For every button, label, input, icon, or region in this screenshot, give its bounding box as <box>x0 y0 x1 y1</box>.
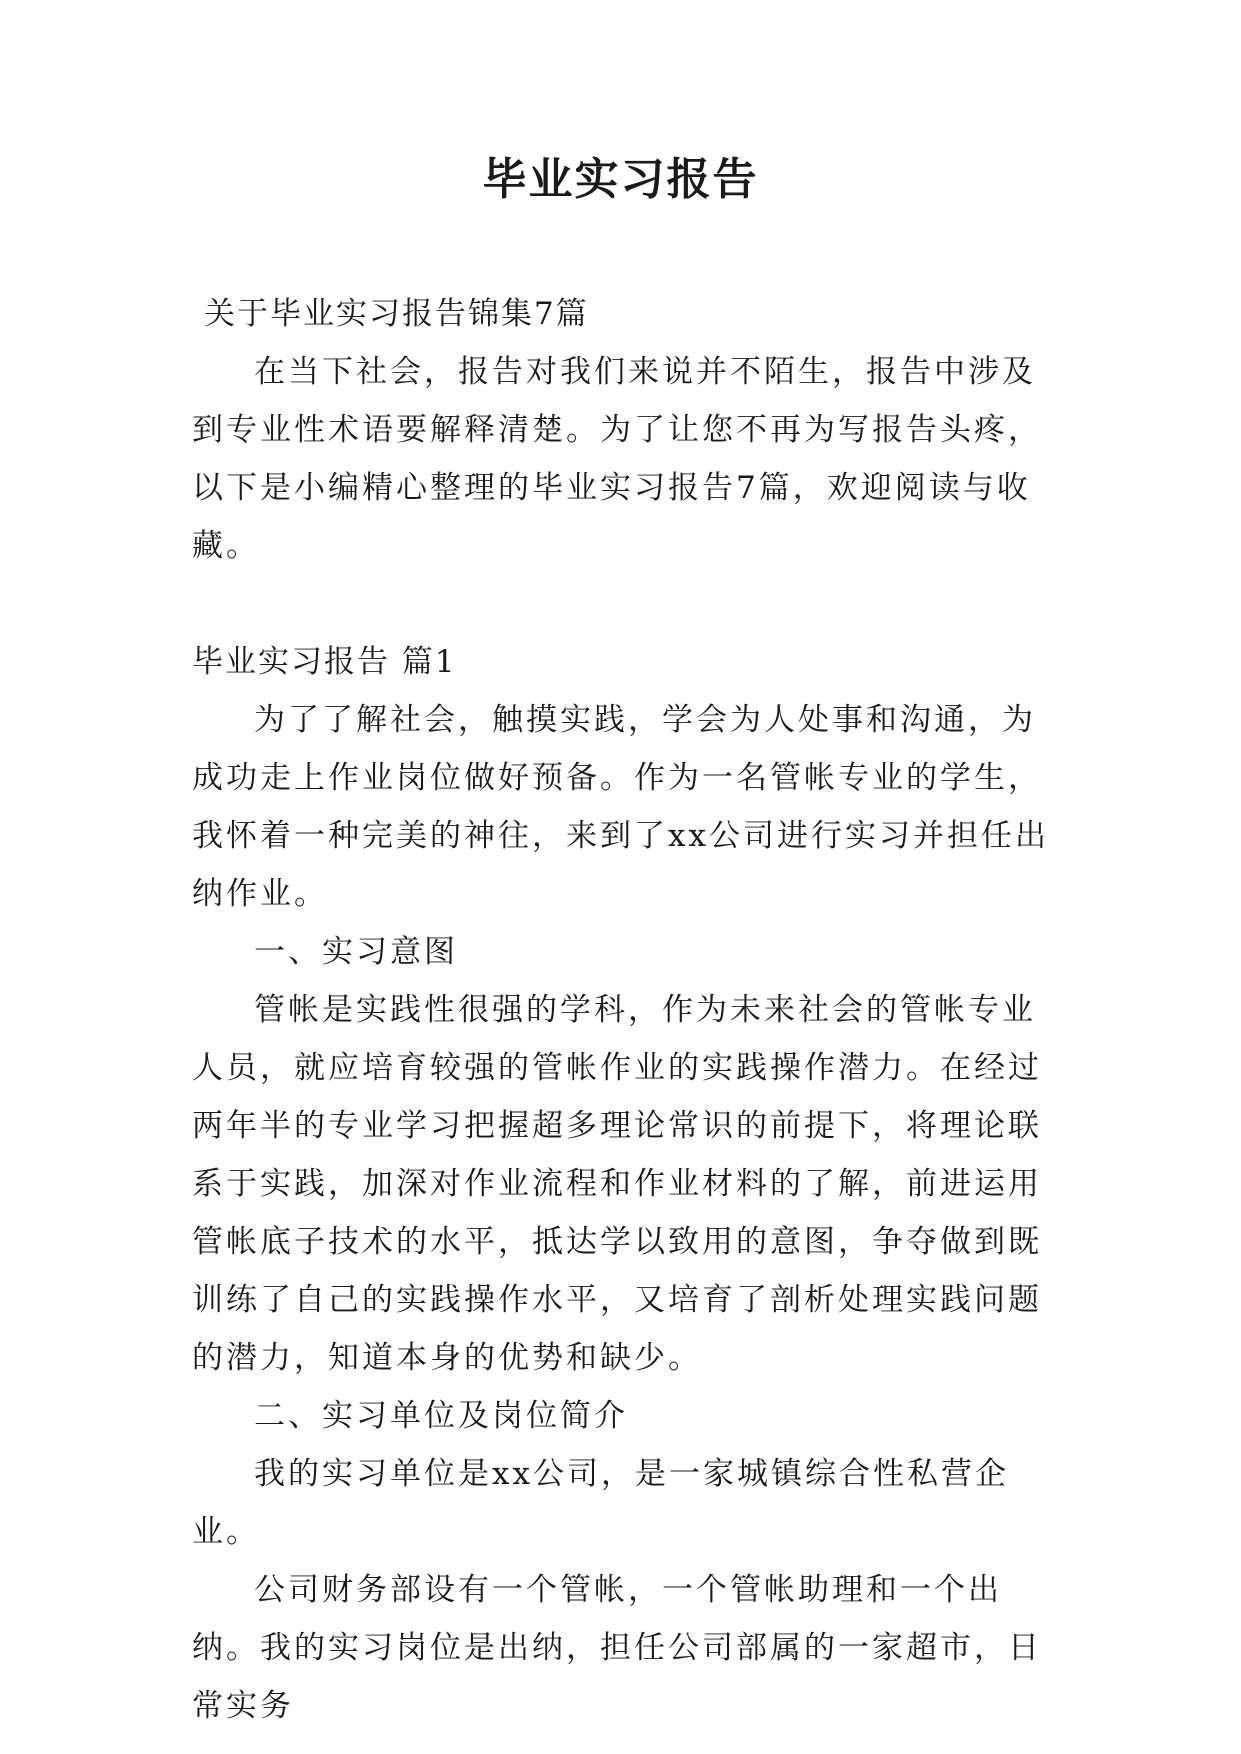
document-title: 毕业实习报告 <box>482 154 759 205</box>
intro-paragraph: 在当下社会，报告对我们来说并不陌生，报告中涉及到专业性术语要解释清楚。为了让您不再为写报告头疼，以下是小编精心整理的毕业实习报告7篇，欢迎阅读与收藏。 <box>192 354 1042 564</box>
body-paragraph: 公司财务部设有一个管帐，一个管帐助理和一个出纳。我的实习岗位是出纳，担任公司部属的一家超市，日常实务 <box>192 1572 1042 1724</box>
document-subtitle: 关于毕业实习报告锦集7篇 <box>204 296 589 332</box>
body-paragraph: 我的实习单位是xx公司，是一家城镇综合性私营企业。 <box>192 1456 1009 1550</box>
body-paragraph: 为了了解社会，触摸实践，学会为人处事和沟通，为成功走上作业岗位做好预备。作为一名管帐专业的学生，我怀着一种完美的神往，来到了xx公司进行实习并担任出纳作业。 <box>192 702 1049 912</box>
subheading-company: 二、实习单位及岗位简介 <box>254 1398 628 1434</box>
paragraph-spacer <box>192 575 1052 633</box>
subheading-purpose: 一、实习意图 <box>254 934 458 970</box>
body-paragraph: 管帐是实践性很强的学科，作为未来社会的管帐专业人员，就应培育较强的管帐作业的实践操作潜力。在经过两年半的专业学习把握超多理论常识的前提下，将理论联系于实践，加深对作业流程和作业材料的了解，前进运用管帐底子技术的水平，抵达学以致用的意图，争夺做到既训练了自己的实践操作水平，又培育了剖析处理实践问题的潜力，知道本身的优势和缺少。 <box>192 992 1042 1376</box>
document-body <box>192 285 1052 1735</box>
section-heading: 毕业实习报告 篇1 <box>192 644 457 680</box>
